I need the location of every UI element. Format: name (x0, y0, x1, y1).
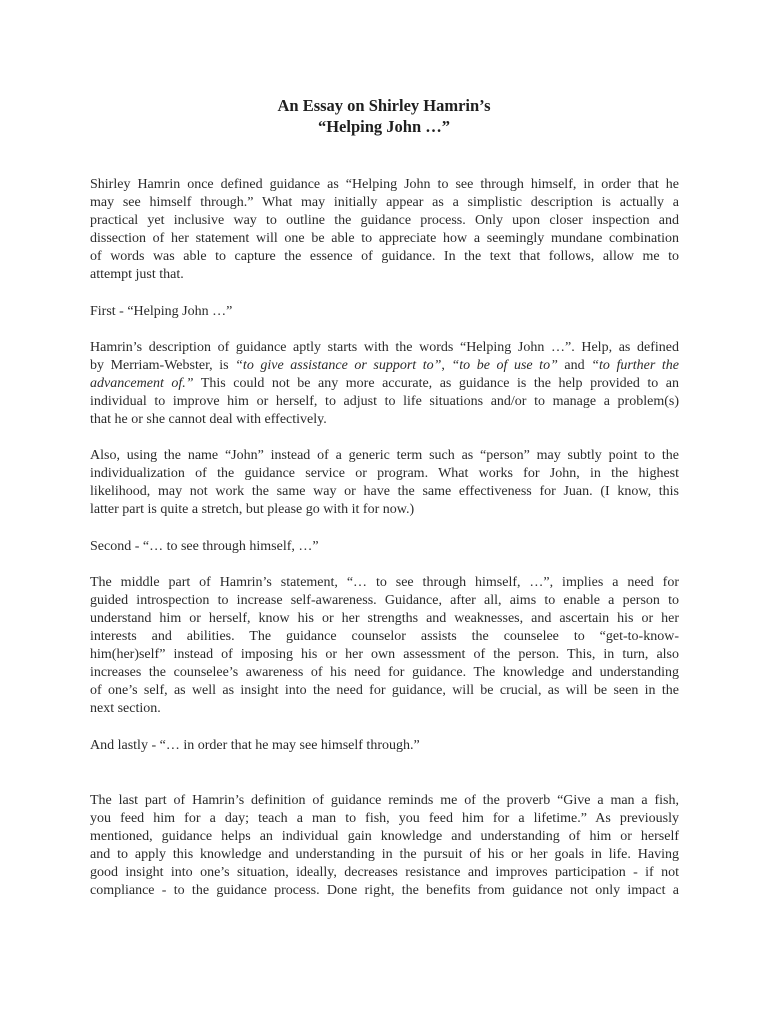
section1-paragraph-1 (90, 339, 679, 429)
paragraph-line: individualization of the guidance service or program. What works for John, in the highest (90, 466, 679, 481)
definition-quote: “to be of use to” (451, 358, 558, 373)
paragraph-line: that he or she cannot deal with effectively. (90, 412, 327, 427)
intro-paragraph (90, 176, 679, 284)
paragraph-line: interests and abilities. The guidance counselor assists the counselee to “get-to-know- (90, 629, 679, 644)
text-run: by Merriam-Webster, is (90, 358, 236, 373)
definition-quote: “to give assistance or support to” (235, 358, 442, 373)
essay-title-line-2: “Helping John …” (317, 117, 451, 136)
section-heading-third: And lastly - “… in order that he may see himself through.” (90, 738, 420, 753)
paragraph-line: him(her)self” instead of imposing his or her own assessment of the person. This, in turn, also (90, 647, 679, 662)
section1-paragraph-2 (90, 447, 679, 519)
intro-line: dissection of her statement will one be able to appreciate how a seemingly mundane combination (90, 231, 679, 246)
text-run: and (557, 358, 592, 373)
text-run: , (441, 358, 452, 373)
section3-paragraph (90, 792, 679, 900)
paragraph-line: mentioned, guidance helps an individual gain knowledge and understanding of him or herself (90, 829, 679, 844)
intro-line: Shirley Hamrin once defined guidance as “Helping John to see through himself, in order that he (90, 177, 679, 192)
paragraph-line: guided introspection to increase self-awareness. Guidance, after all, aims to enable a person to (90, 593, 679, 608)
definition-quote: advancement of.” (90, 376, 194, 391)
section-heading-first: First - “Helping John …” (90, 304, 233, 319)
text-run: This could not be any more accurate, as guidance is the help provided to an (193, 376, 679, 391)
paragraph-line: good insight into one’s situation, ideally, decreases resistance and improves participation - if not (90, 865, 679, 880)
paragraph-line: likelihood, may not work the same way or have the same effectiveness for Juan. (I know, this (90, 484, 679, 499)
paragraph-line: you feed him for a day; teach a man to fish, you feed him for a lifetime.” As previously (90, 811, 679, 826)
intro-line: may see himself through.” What may initially appear as a simplistic description is actually a (90, 195, 679, 210)
paragraph-line: The middle part of Hamrin’s statement, “… to see through himself, …”, implies a need for (90, 575, 679, 590)
paragraph-line: The last part of Hamrin’s definition of guidance reminds me of the proverb “Give a man a fish, (90, 793, 679, 808)
section2-paragraph (90, 574, 679, 718)
intro-line: practical yet inclusive way to outline the guidance process. Only upon closer inspection and (90, 213, 679, 228)
paragraph-line: Also, using the name “John” instead of a generic term such as “person” may subtly point to the (90, 448, 679, 463)
paragraph-line: individual to improve him or herself, to adjust to life situations and/or to manage a problem(s) (90, 394, 679, 409)
paragraph-line: compliance - to the guidance process. Done right, the benefits from guidance not only impact a (90, 883, 679, 898)
paragraph-line: understand him or herself, know his or her strengths and weaknesses, and ascertain his or her (90, 611, 679, 626)
paragraph-line (90, 357, 679, 375)
paragraph-line: Hamrin’s description of guidance aptly starts with the words “Helping John …”. Help, as defined (90, 340, 679, 355)
essay-title-line-1: An Essay on Shirley Hamrin’s (277, 96, 491, 115)
paragraph-line: of one’s self, as well as insight into the need for guidance, will be crucial, as will be seen in the (90, 683, 679, 698)
paragraph-line (90, 375, 679, 393)
paragraph-line: latter part is quite a stretch, but please go with it for now.) (90, 502, 415, 517)
paragraph-line: and to apply this knowledge and understanding in the pursuit of his or her goals in life. Having (90, 847, 679, 862)
definition-quote: “to further the (591, 358, 679, 373)
section-heading-second: Second - “… to see through himself, …” (90, 539, 319, 554)
paragraph-line: next section. (90, 701, 161, 716)
intro-line: of words was able to capture the essence of guidance. In the text that follows, allow me to (90, 249, 679, 264)
intro-line: attempt just that. (90, 267, 184, 282)
paragraph-line: increases the counselee’s awareness of his need for guidance. The knowledge and understanding (90, 665, 679, 680)
